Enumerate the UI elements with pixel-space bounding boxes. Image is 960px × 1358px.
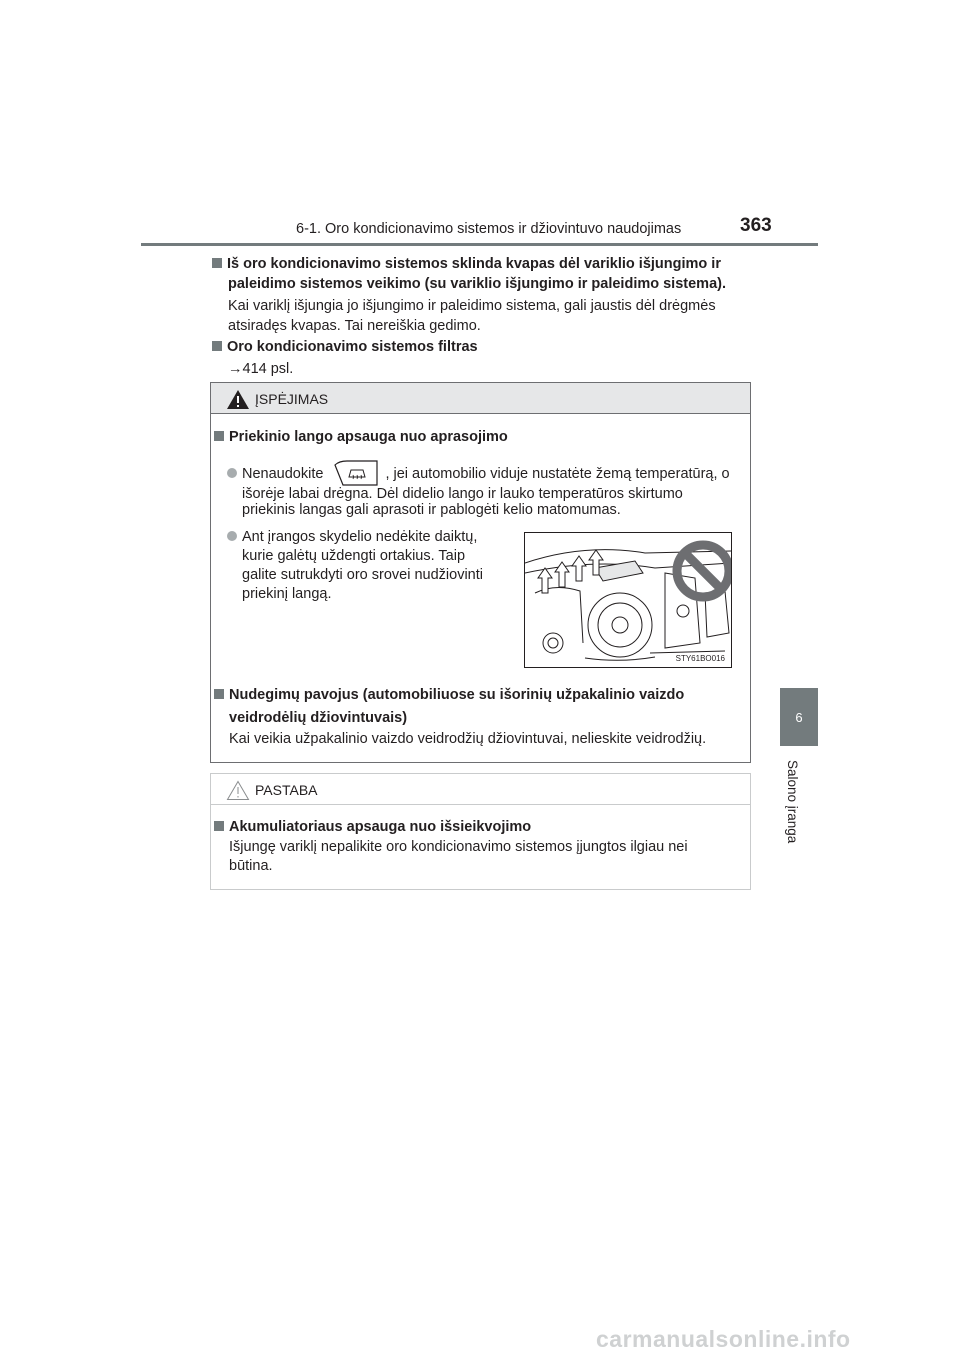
burn-heading: Nudegimų pavojus (automobiliuose su išorinių užpakalinio vaizdo	[214, 685, 745, 705]
page-number: 363	[740, 215, 772, 236]
caution-outline-icon	[226, 780, 250, 801]
notice-title: PASTABA	[255, 782, 318, 798]
windshield-defogger-button-icon	[333, 459, 379, 487]
warning-box	[210, 382, 751, 763]
battery-heading: Akumuliatoriaus apsauga nuo išsieikvojimo	[214, 817, 531, 837]
fog-line3: priekinis langas gali aprasoti ir pablogėti kelio matomumas.	[242, 502, 621, 518]
dashboard-drawing	[525, 533, 731, 667]
warning-title: ĮSPĖJIMAS	[255, 391, 329, 407]
section-title: 6-1. Oro kondicionavimo sistemos ir džiovintuvo naudojimas	[296, 221, 682, 237]
dash-line4: priekinį langą.	[242, 586, 332, 602]
notice-box	[210, 773, 751, 890]
odor-body-line2: atsiradęs kvapas. Tai nereiškia gedimo.	[228, 318, 481, 334]
battery-line1: Išjungę variklį nepalikite oro kondicionavimo sistemos įjungtos ilgiau nei	[229, 839, 688, 855]
bullet-dot	[227, 531, 237, 541]
section-bullet	[212, 258, 222, 268]
burn-body: Kai veikia užpakalinio vaizdo veidrodžių džiovintuvai, nelieskite veidrodžių.	[229, 731, 707, 747]
filter-ref[interactable]: →414 psl.	[228, 361, 294, 377]
fog-line2: išorėje labai drėgna. Dėl didelio lango ir lauko temperatūros skirtumo	[242, 486, 683, 502]
chapter-label	[786, 760, 806, 860]
burn-heading-cont: veidrodėlių džiovintuvais)	[229, 710, 408, 726]
warning-triangle-icon	[226, 389, 250, 410]
fog-heading: Priekinio lango apsauga nuo aprasojimo	[214, 427, 508, 447]
odor-heading: Iš oro kondicionavimo sistemos sklinda kvapas dėl variklio išjungimo ir	[212, 254, 749, 274]
header-rule	[141, 243, 818, 246]
chapter-tab	[780, 688, 818, 746]
fog-line1: Nenaudokite , jei automobilio viduje nustatėte žemą temperatūrą, o	[227, 459, 745, 487]
chapter-number: 6	[795, 709, 803, 725]
warning-header	[211, 383, 750, 414]
bullet-dot	[227, 468, 237, 478]
notice-header	[211, 774, 750, 805]
right-arrow-icon: →	[228, 361, 243, 377]
section-bullet	[214, 431, 224, 441]
section-bullet	[214, 821, 224, 831]
battery-line2: būtina.	[229, 858, 273, 874]
dash-line2: kurie galėtų uždengti ortakius. Taip	[242, 548, 466, 564]
section-bullet	[212, 341, 222, 351]
dash-line3: galite sutrukdyti oro srovei nudžiovinti	[242, 567, 483, 583]
filter-heading: Oro kondicionavimo sistemos filtras	[212, 337, 478, 357]
dash-line1: Ant įrangos skydelio nedėkite daiktų,	[227, 527, 513, 547]
dashboard-illustration	[524, 532, 732, 668]
watermark: carmanualsonline.info	[596, 1326, 851, 1352]
prohibited-icon	[677, 545, 729, 597]
section-bullet	[214, 689, 224, 699]
image-code: STY61BO016	[675, 654, 725, 663]
odor-heading-cont: paleidimo sistemos veikimo (su variklio išjungimo ir paleidimo sistema).	[228, 276, 726, 292]
odor-body-line1: Kai variklį išjungia jo išjungimo ir paleidimo sistema, gali jaustis dėl drėgmės	[228, 298, 716, 314]
chapter-label-text: Salono įranga	[785, 760, 800, 844]
